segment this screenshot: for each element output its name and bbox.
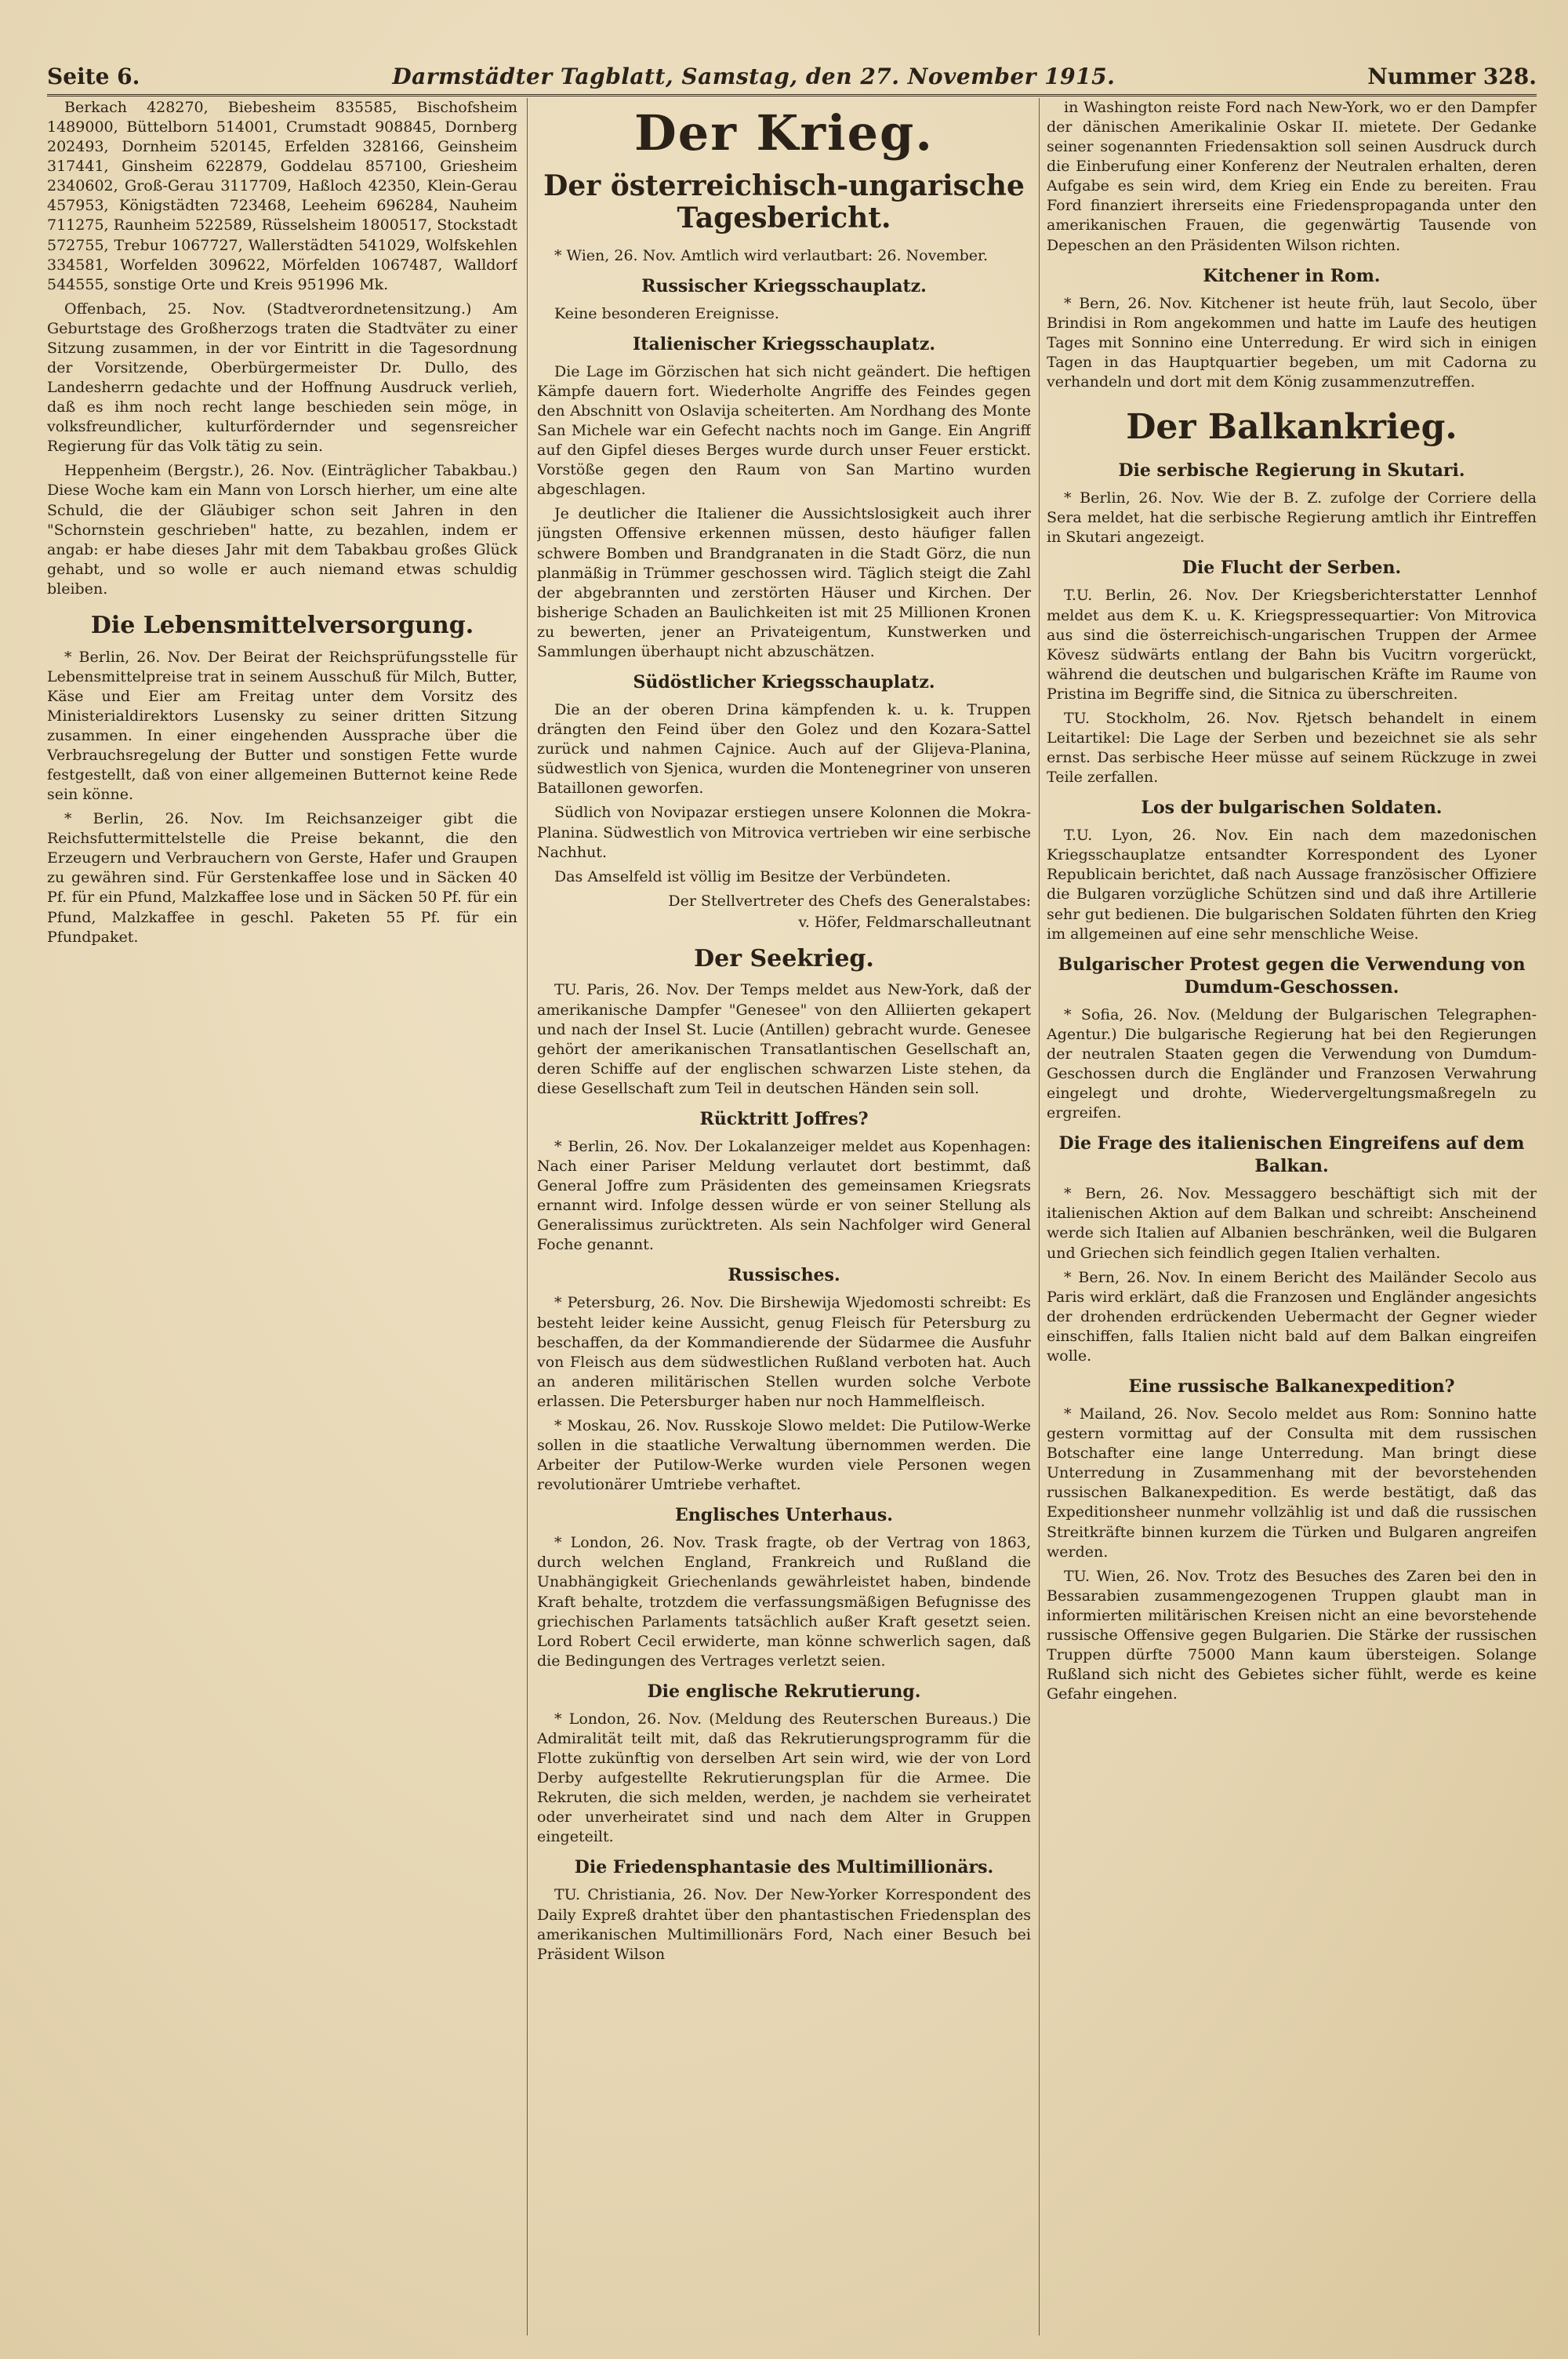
paragraph: T.U. Berlin, 26. Nov. Der Kriegsberichterstatter Lennhof meldet aus dem K. u. K. Kriegspressequartier: Von Mitrovica aus sind die österreichisch-ungarischen Truppen der Armee Kövesz südwärts entlang der Bahn bis Vucitrn vorgerückt, während die deutschen und bulgarischen Kräfte im Raume von Pristina im Begriffe sind, die Sitnica zu überschreiten.	[1047, 587, 1537, 703]
section-heading: Die Friedensphantasie des Multimillionärs.	[574, 1857, 994, 1878]
sub-headline: Der österreichisch-ungarische Tagesbericht.	[543, 169, 1025, 235]
paragraph: TU. Christiania, 26. Nov. Der New-Yorker Korrespondent des Daily Expreß drahtet über den phantastischen Friedensplan des amerikanischen Multimillionärs Ford, Nach einer Besuch bei Präsident Wilson	[537, 1886, 1031, 1963]
column-center	[537, 98, 1031, 2335]
paragraph: * Berlin, 26. Nov. Im Reichsanzeiger gibt die Reichsfuttermittelstelle die Preise bekannt, die den Erzeugern und Verbrauchern von Gerste, Hafer und Graupen zu gewähren sind. Für Gerstenkaffee lose und in Säcken 40 Pf. für ein Pfund, Malzkaffee lose und in Säcken 50 Pf. für ein Pfund, Malzkaffee in geschl. Paketen 55 Pf. für ein Pfundpaket.	[47, 810, 517, 946]
paragraph: in Washington reiste Ford nach New-York, wo er den Dampfer der dänischen Amerikalinie Oskar II. mietete. Der Gedanke seiner sogenannten Friedensaktion soll seinen Ausdruck durch die Einberufung einer Konferenz der Neutralen erhalten, deren Aufgabe es sein wird, dem Krieg ein Ende zu bereiten. Frau Ford finanziert ihrerseits eine Friedenspropaganda unter den amerikanischen Frauen, die gegenwärtig Tausende von Depeschen an den Präsidenten Wilson richten.	[1047, 99, 1537, 254]
section-heading: Italienischer Kriegsschauplatz.	[633, 333, 935, 354]
page-number: Seite 6.	[47, 64, 140, 89]
section-heading: Los der bulgarischen Soldaten.	[1141, 798, 1443, 819]
section-heading: Südöstlicher Kriegsschauplatz.	[633, 672, 935, 692]
section-heading: Rücktritt Joffres?	[699, 1108, 869, 1129]
paragraph: TU. Paris, 26. Nov. Der Temps meldet aus New-York, daß der amerikanische Dampfer "Genesee" von den Alliierten gekapert und nach der Insel St. Lucie (Antillen) gebracht wurde. Genesee gehört der amerikanischen Transatlantischen Gesellschaft an, deren Schiffe auf der englischen schwarzen Liste stehen, da diese Gesellschaft zum Teil in deutschen Händen sein soll.	[537, 981, 1031, 1097]
paragraph: Südlich von Novipazar erstiegen unsere Kolonnen die Mokra-Planina. Südwestlich von Mitrovica vertrieben wir eine serbische Nachhut.	[537, 804, 1031, 861]
section-heading: Der Seekrieg.	[694, 944, 874, 972]
paragraph: Das Amselfeld ist völlig im Besitze der Verbündeten.	[554, 867, 951, 885]
paragraph: Berkach 428270, Biebesheim 835585, Bischofsheim 1489000, Büttelborn 514001, Crumstadt 908845, Dornberg 202493, Dornheim 520145, Erfelden 328166, Geinsheim 317441, Ginsheim 622879, Goddelau 857100, Griesheim 2340602, Groß-Gerau 3117709, Haßloch 42350, Klein-Gerau 457953, Königstädten 723468, Leeheim 696284, Nauheim 711275, Raunheim 522589, Rüsselsheim 1800517, Stockstadt 572755, Trebur 1067727, Wallerstädten 541029, Wolfskehlen 334581, Worfelden 309622, Mörfelden 1067487, Walldorf 544555, sonstige Orte und Kreis 951996 Mk.	[47, 99, 517, 293]
column-left	[47, 98, 517, 2335]
paragraph: * London, 26. Nov. Trask fragte, ob der Vertrag von 1863, durch welchen England, Frankreich und Rußland die Unabhängigkeit Griechenlands gewährleistet haben, bindende Kraft behalte, trotzdem die verfassungsmäßigen Befugnisse des griechischen Parlaments tatsächlich außer Kraft gesetzt seien. Lord Robert Cecil erwiderte, man könne schwerlich sagen, daß die Bedingungen des Vertrages verletzt seien.	[537, 1534, 1031, 1670]
section-heading: Die serbische Regierung in Skutari.	[1118, 460, 1465, 482]
paragraph: * Mailand, 26. Nov. Secolo meldet aus Rom: Sonnino hatte gestern vormittag auf der Consulta mit dem russischen Botschafter eine lange Unterredung. Man bringt diese Unterredung in Zusammenhang mit der bevorstehenden russischen Balkanexpedition. Es werde bestätigt, daß das Expeditionsheer nunmehr vollzählig ist und daß die russischen Streitkräfte binnen kurzem die Türken und Bulgaren angreifen werden.	[1047, 1405, 1537, 1561]
section-heading: Die Lebensmittelversorgung.	[90, 611, 474, 639]
paragraph: TU. Stockholm, 26. Nov. Rjetsch behandelt in einem Leitartikel: Die Lage der Serben und bezeichnet sie als sehr ernst. Das serbische Heer müsse auf seinem Rückzuge in zwei Teile zerfallen.	[1047, 709, 1537, 787]
section-heading: Die englische Rekrutierung.	[647, 1681, 921, 1702]
paragraph: TU. Wien, 26. Nov. Trotz des Besuches des Zaren bei den in Bessarabien zusammengezogenen Truppen glaubt man in informierten militärischen Kreisen nicht an eine bevorstehende russische Offensive gegen Bulgarien. Die Stärke der russischen Truppen dürfte 75000 Mann kaum übersteigen. Solange Rußland sich nicht des Gebietes sicher fühlt, werde es keine Gefahr eingehen.	[1047, 1567, 1537, 1703]
section-heading: Russisches.	[728, 1265, 840, 1286]
paragraph: * Berlin, 26. Nov. Der Lokalanzeiger meldet aus Kopenhagen: Nach einer Pariser Meldung verlautet dort bestimmt, daß General Joffre zum Präsidenten des gemeinsamen Kriegsrats ernannt wird. Infolge dessen würde er von seiner Stellung als Generalissimus zurücktreten. Als sein Nachfolger wird General Foche genannt.	[537, 1137, 1031, 1254]
section-headline: Der Balkankrieg.	[1126, 407, 1457, 448]
masthead-line: Darmstädter Tagblatt, Samstag, den 27. November 1915.	[392, 64, 1116, 89]
column-rule	[527, 98, 528, 2335]
section-heading: Russischer Kriegsschauplatz.	[641, 275, 927, 296]
paragraph: Keine besonderen Ereignisse.	[554, 304, 779, 322]
section-heading: Die Flucht der Serben.	[1181, 558, 1402, 579]
paragraph: * Bern, 26. Nov. Kitchener ist heute früh, laut Secolo, über Brindisi in Rom angekommen und hatte im Laufe des heutigen Tages mit Sonnino eine Unterredung. Er wird sich in einigen Tagen in das Hauptquartier begeben, um mit Cadorna zu verhandeln und dort mit dem König zusammenzutreffen.	[1047, 294, 1537, 391]
issue-number: Nummer 328.	[1367, 64, 1537, 89]
paragraph: * London, 26. Nov. (Meldung des Reuterschen Bureaus.) Die Admiralität teilt mit, daß das Rekrutierungsprogramm für die Flotte zukünftig von derselben Art sein wird, wie der von Lord Derby aufgestellte Rekrutierungsplan für die Armee. Die Rekruten, die sich melden, werden, je nachdem sie verheiratet oder unverheiratet sind und nach dem Alter in Gruppen eingeteilt.	[537, 1710, 1031, 1846]
paragraph: Die an der oberen Drina kämpfenden k. u. k. Truppen drängten den Feind über den Golez und den Kozara-Sattel zurück und nahmen Cajnice. Auch auf der Glijeva-Planina, südwestlich von Sjenica, wurden die Montenegriner von unseren Bataillonen geworfen.	[537, 701, 1031, 798]
paragraph: Heppenheim (Bergstr.), 26. Nov. (Einträglicher Tabakbau.) Diese Woche kam ein Mann von Lorsch hierher, um eine alte Schuld, die der Gläubiger schon seit Jahren in den "Schornstein geschrieben" hatte, zu bezahlen, indem er angab: er habe dieses Jahr mit dem Tabakbau großes Glück gehabt, und so wolle er auch niemand etwas schuldig bleiben.	[47, 462, 517, 598]
signature-name: v. Höfer, Feldmarschalleutnant	[798, 913, 1031, 931]
paragraph: Offenbach, 25. Nov. (Stadtverordnetensitzung.) Am Geburtstage des Großherzogs traten die Stadtväter zu einer Sitzung zusammen, in der vor Eintritt in die Tagesordnung der Vorsitzende, Oberbürgermeister Dr. Dullo, des Landesherrn gedachte und der Hoffnung Ausdruck verlieh, daß es ihm noch recht lange beschieden sein möge, in volksfreundlicher, kulturfördernder und segensreicher Regierung für das Volk tätig zu sein.	[47, 300, 517, 456]
paragraph: * Sofia, 26. Nov. (Meldung der Bulgarischen Telegraphen-Agentur.) Die bulgarische Regierung hat bei den Regierungen der neutralen Staaten gegen die Verwendung von Dumdum-Geschossen durch die Engländer und Franzosen Verwahrung eingelegt und drohte, Wiedervergeltungsmaßregeln zu ergreifen.	[1047, 1005, 1537, 1122]
section-heading: Kitchener in Rom.	[1203, 265, 1381, 286]
page-header	[47, 55, 1537, 96]
paragraph: T.U. Lyon, 26. Nov. Ein nach dem mazedonischen Kriegsschauplatze entsandter Korrespondent des Lyoner Republicain berichtet, daß nach Aussage französischer Offiziere die Bulgaren vorzügliche Schützen sind und daß ihre Artillerie sehr gut bedienen. Die bulgarischen Soldaten führten den Krieg im allgemeinen auf eine sehr menschliche Weise.	[1047, 827, 1537, 943]
section-heading: Eine russische Balkanexpedition?	[1128, 1376, 1455, 1397]
paragraph: Die Lage im Görzischen hat sich nicht geändert. Die heftigen Kämpfe dauern fort. Wiederholte Angriffe des Feindes gegen den Abschnitt von Oslavija scheiterten. Am Nordhang des Monte San Michele war ein Gefecht nachts noch im Gange. Ein Angriff auf den Gipfel dieses Berges wurde durch unser Feuer erstickt. Vorstöße gegen den Raum von San Martino wurden abgeschlagen.	[537, 362, 1031, 499]
paragraph: * Petersburg, 26. Nov. Die Birshewija Wjedomosti schreibt: Es besteht leider keine Aussicht, genug Fleisch für Petersburg zu beschaffen, da der Kommandierende der Südarmee die Ausfuhr von Fleisch aus dem südwestlichen Rußland verboten hat. Auch an anderen militärischen Stellen wurden solche Verbote erlassen. Die Petersburger haben nur noch Hammelfleisch.	[537, 1294, 1031, 1410]
section-heading: Englisches Unterhaus.	[675, 1505, 893, 1526]
paragraph: * Bern, 26. Nov. Messaggero beschäftigt sich mit der italienischen Aktion auf dem Balkan und schreibt: Anscheinend werde sich Italien auf Albanien beschränken, weil die Bulgaren und Griechen sich feindlich gegen Italien verhalten.	[1047, 1185, 1537, 1262]
paragraph: * Bern, 26. Nov. In einem Bericht des Mailänder Secolo aus Paris wird erklärt, daß die Franzosen und Engländer angesichts der drohenden erdrückenden Uebermacht der Gegner wieder einschiffen, falls Italien nicht bald auf dem Balkan eingreifen wolle.	[1047, 1268, 1537, 1365]
section-heading: Bulgarischer Protest gegen die Verwendung von Dumdum-Geschossen.	[1058, 954, 1526, 998]
paragraph: * Moskau, 26. Nov. Russkoje Slowo meldet: Die Putilow-Werke sollen in die staatliche Verwaltung übernommen werden. Die Arbeiter der Putilow-Werke wurden viele Personen wegen revolutionärer Umtriebe verhaftet.	[537, 1416, 1031, 1494]
column-right	[1047, 98, 1537, 2335]
signature-line: Der Stellvertreter des Chefs des Generalstabes:	[668, 892, 1031, 910]
section-heading: Die Frage des italienischen Eingreifens auf dem Balkan.	[1058, 1133, 1525, 1177]
paragraph: * Berlin, 26. Nov. Wie der B. Z. zufolge der Corriere della Sera meldet, hat die serbische Regierung amtlich ihr Eintreffen in Skutari angezeigt.	[1047, 489, 1537, 547]
column-rule	[1039, 98, 1040, 2335]
paragraph: * Berlin, 26. Nov. Der Beirat der Reichsprüfungsstelle für Lebensmittelpreise trat in seinem Ausschuß für Milch, Butter, Käse und Eier am Freitag unter dem Vorsitz des Ministerialdirektors Lusensky zu seiner dritten Sitzung zusammen. In einer eingehenden Aussprache über die Verbrauchsregelung der Butter und sonstigen Fette wurde festgestellt, daß von einer allgemeinen Butternot keine Rede sein könne.	[47, 648, 517, 804]
paragraph: * Wien, 26. Nov. Amtlich wird verlautbart: 26. November.	[554, 246, 989, 264]
main-headline: Der Krieg.	[634, 104, 934, 162]
paragraph: Je deutlicher die Italiener die Aussichtslosigkeit auch ihrer jüngsten Offensive erkennen müssen, desto häufiger fallen schwere Bomben und Brandgranaten in die Stadt Görz, die nun planmäßig in Trümmer geschossen wird. Täglich steigt die Zahl der abgebrannten und zerstörten Häuser und Kirchen. Der bisherige Schaden an Baulichkeiten ist mit 25 Millionen Kronen zu bewerten, jener an Privateigentum, Kunstwerken und Sammlungen überhaupt nicht abzuschätzen.	[537, 505, 1031, 660]
